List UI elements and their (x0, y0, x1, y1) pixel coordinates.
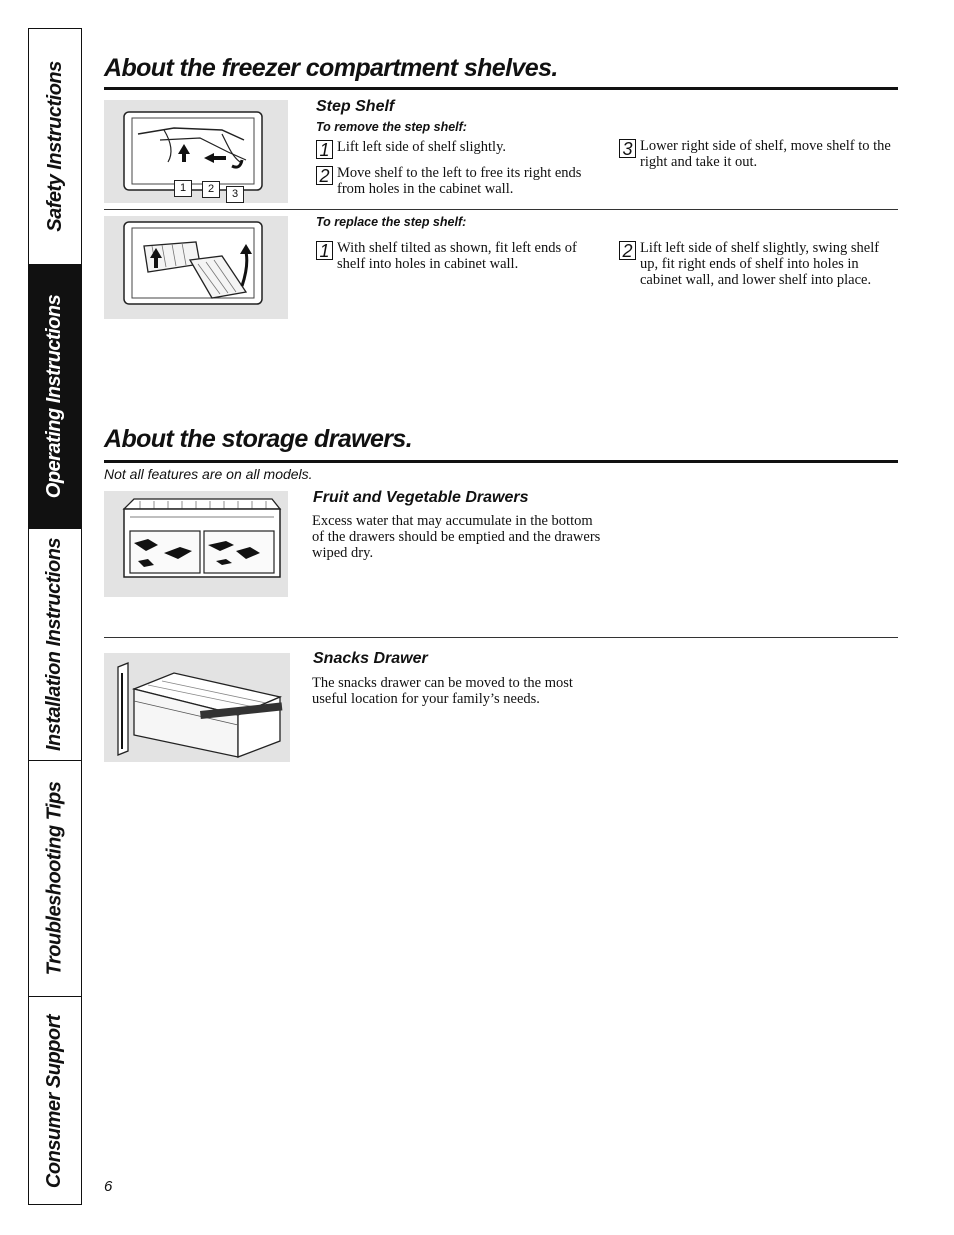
step-text: Lift left side of shelf slightly. (337, 139, 507, 155)
step-shelf-removal-illustration (104, 100, 288, 203)
step-number: 1 (316, 140, 333, 159)
tab-operating-instructions[interactable] (29, 265, 81, 529)
step-number: 3 (619, 139, 636, 158)
remove-step-2 (316, 165, 586, 197)
replace-step-2 (619, 240, 899, 288)
step-text: With shelf tilted as shown, fit left ends of shelf into holes in cabinet wall. (337, 240, 577, 272)
step-text: Move shelf to the left to free its right ends from holes in the cabinet wall. (337, 165, 582, 197)
remove-step-shelf-title: To remove the step shelf: (316, 120, 467, 134)
illus-label-1: 1 (174, 180, 192, 197)
tab-consumer-support[interactable] (29, 997, 81, 1206)
drawers-section-title: About the storage drawers. (104, 425, 413, 453)
section-rule (104, 460, 898, 463)
tab-label: Safety Instructions (43, 61, 66, 232)
step-shelf-title: Step Shelf (316, 98, 395, 115)
replace-step-shelf-title: To replace the step shelf: (316, 215, 467, 229)
section-divider (104, 637, 898, 638)
step-text: Lift left side of shelf slightly, swing shelf up, fit right ends of shelf into holes in cabinet wall, and lower shelf into place. (640, 240, 880, 288)
tab-safety-instructions[interactable] (29, 29, 81, 265)
freezer-section-title: About the freezer compartment shelves. (104, 54, 558, 82)
section-tabs (28, 28, 82, 1205)
section-divider (104, 209, 898, 210)
snacks-drawer-illustration (104, 653, 290, 762)
section-rule (104, 87, 898, 90)
shelf-replace-drawing (104, 216, 288, 319)
fruit-vegetable-drawers-illustration (104, 491, 288, 597)
tab-label: Installation Instructions (43, 537, 66, 752)
step-text: Lower right side of shelf, move shelf to the right and take it out. (640, 138, 891, 170)
step-number: 2 (619, 241, 636, 260)
tab-label: Operating Instructions (43, 294, 66, 499)
remove-step-1 (316, 139, 586, 159)
step-number: 2 (316, 166, 333, 185)
snacks-drawer-text: The snacks drawer can be moved to the most useful location for your family’s needs. (312, 675, 573, 707)
page-number: 6 (104, 1178, 113, 1195)
tab-installation-instructions[interactable] (29, 529, 81, 761)
snacks-drawer-title: Snacks Drawer (313, 650, 428, 667)
fruit-vegetable-drawers-text: Excess water that may accumulate in the bottom of the drawers should be emptied and the drawers wiped dry. (312, 513, 601, 561)
fruit-vegetable-drawers-title: Fruit and Vegetable Drawers (313, 489, 529, 506)
illus-label-2: 2 (202, 181, 220, 198)
drawers-drawing (104, 491, 288, 597)
step-shelf-replace-illustration (104, 216, 288, 319)
models-note: Not all features are on all models. (104, 466, 313, 482)
shelf-removal-drawing (104, 100, 288, 203)
illus-label-3: 3 (226, 186, 244, 203)
replace-step-1 (316, 240, 591, 272)
tab-label: Consumer Support (43, 1014, 66, 1189)
snacks-drawer-drawing (104, 653, 290, 762)
remove-step-3 (619, 138, 899, 170)
tab-label: Troubleshooting Tips (43, 781, 66, 976)
tab-troubleshooting-tips[interactable] (29, 761, 81, 997)
step-number: 1 (316, 241, 333, 260)
